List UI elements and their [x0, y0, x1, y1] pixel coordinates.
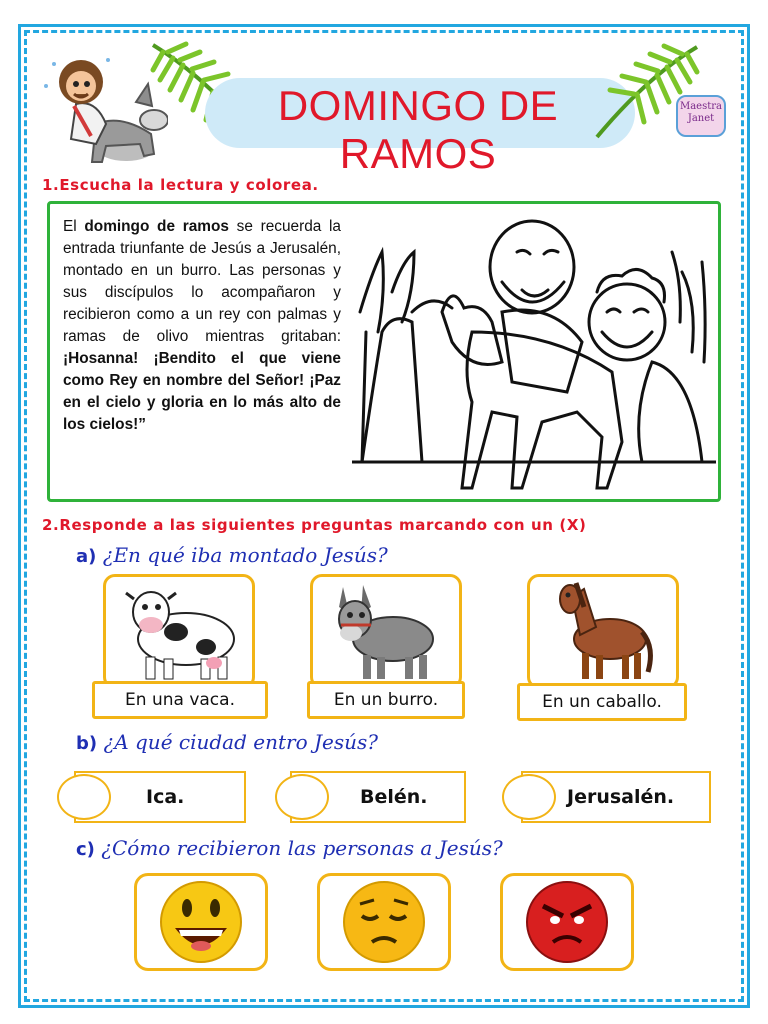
option-belen-checkbox[interactable] [275, 774, 329, 820]
option-cow-card[interactable] [103, 574, 255, 689]
option-horse-card[interactable] [527, 574, 679, 689]
option-belen[interactable]: Belén. [290, 771, 466, 823]
option-ica-checkbox[interactable] [57, 774, 111, 820]
option-sad-card[interactable] [317, 873, 451, 971]
coloring-scene-illustration [352, 212, 716, 496]
option-donkey-card[interactable] [310, 574, 462, 689]
question-a [76, 543, 388, 567]
reading-text [63, 216, 341, 436]
question-b-letter: b) [76, 733, 98, 754]
reading-text-part: El [63, 218, 85, 235]
happy-face-icon [137, 876, 265, 968]
horse-icon [530, 577, 676, 686]
question-b [76, 730, 378, 754]
donkey-icon [313, 577, 459, 686]
question-c-text: ¿Cómo recibieron las personas a Jesús? [101, 836, 503, 860]
option-horse-label[interactable]: En un caballo. [517, 683, 687, 721]
reading-text-part: se recuerda la entrada triunfante de Jesús a Jerusalén, montado en un burro. Las personas y sus discípulos lo acompañaron y recibieron como a un rey con palmas y ramas de olivo mientras gritaban: [63, 218, 341, 345]
page-title: DOMINGO DE RAMOS [277, 82, 559, 177]
question-a-letter: a) [76, 546, 97, 567]
angry-face-icon [503, 876, 631, 968]
cow-icon [106, 577, 252, 686]
option-angry-card[interactable] [500, 873, 634, 971]
question-a-text: ¿En qué iba montado Jesús? [102, 543, 388, 567]
reading-text-part: ” [138, 416, 146, 433]
option-jerusalen-checkbox[interactable] [502, 774, 556, 820]
sad-face-icon [320, 876, 448, 968]
question-b-text: ¿A qué ciudad entro Jesús? [103, 730, 378, 754]
question-c-letter: c) [76, 839, 95, 860]
section2-heading: 2.Responde a las siguientes preguntas marcando con un (X) [42, 516, 587, 534]
section1-heading: 1.Escucha la lectura y colorea. [42, 176, 319, 194]
option-ica[interactable]: Ica. [74, 771, 246, 823]
maestra-janet-logo: Maestra Janet [676, 95, 726, 137]
option-cow-label[interactable]: En una vaca. [92, 681, 268, 719]
option-jerusalen[interactable]: Jerusalén. [521, 771, 711, 823]
reading-text-bold: domingo de ramos [84, 218, 229, 235]
option-happy-card[interactable] [134, 873, 268, 971]
option-donkey-label[interactable]: En un burro. [307, 681, 465, 719]
reading-text-bold: ¡Hosanna! ¡Bendito el que viene como Rey en nombre del Señor! ¡Paz en el cielo y gloria en lo más alto de los cielos! [63, 350, 341, 433]
question-c [76, 836, 503, 860]
